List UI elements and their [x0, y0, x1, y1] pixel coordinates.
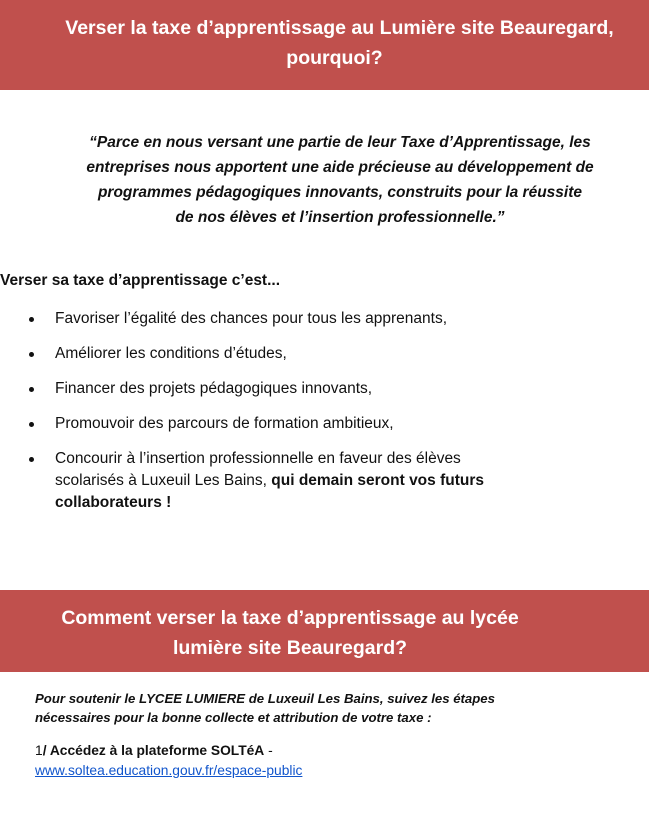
instructions-intro — [35, 689, 595, 727]
list-item-text: Financer des projets pédagogiques innovants, — [55, 380, 373, 397]
list-item — [0, 343, 600, 365]
intro-line-2: nécessaires pour la bonne collecte et attribution de votre taxe : — [35, 710, 432, 725]
bullet-icon — [29, 352, 34, 357]
step-label: / Accédez à la plateforme SOLTéA — [42, 743, 265, 758]
soltea-link[interactable]: www.soltea.education.gouv.fr/espace-public — [35, 763, 303, 778]
quote-line-1: “Parce en nous versant une partie de leur Taxe d’Apprentissage, les — [89, 134, 591, 151]
list-item-text: Améliorer les conditions d’études, — [55, 345, 287, 362]
bullet-icon — [29, 422, 34, 427]
testimonial-quote — [40, 130, 640, 230]
benefits-list — [0, 308, 600, 527]
section-banner — [0, 590, 649, 672]
bullet-icon — [29, 317, 34, 322]
list-item — [0, 448, 600, 514]
section-title-line-1: Comment verser la taxe d’apprentissage au lycée — [61, 607, 519, 629]
quote-line-3: programmes pédagogiques innovants, construits pour la réussite — [97, 184, 583, 201]
list-item-text: Promouvoir des parcours de formation ambitieux, — [55, 415, 394, 432]
list-item-text-bold: qui demain seront vos futurs collaborateurs ! — [55, 472, 484, 511]
list-item-text-normal: Concourir à l’insertion professionnelle en faveur des élèves scolarisés à Luxeuil Les Bains, — [55, 450, 461, 489]
list-item — [0, 378, 600, 400]
step-1 — [35, 741, 302, 781]
section-title-line-2: lumière site Beauregard? — [172, 637, 408, 659]
list-item — [0, 308, 600, 330]
bullet-icon — [29, 457, 34, 462]
list-item-text — [55, 448, 525, 514]
intro-line-1: Pour soutenir le LYCEE LUMIERE de Luxeuil Les Bains, suivez les étapes — [35, 691, 495, 706]
banner-title-line-1: Verser la taxe d’apprentissage au Lumière site Beauregard, — [65, 17, 614, 39]
step-separator: - — [264, 743, 273, 758]
list-item — [0, 413, 600, 435]
bullet-icon — [29, 387, 34, 392]
quote-line-4: de nos élèves et l’insertion professionnelle.” — [175, 209, 505, 226]
list-item-text: Favoriser l’égalité des chances pour tous les apprenants, — [55, 310, 448, 327]
header-banner — [0, 0, 649, 90]
quote-line-2: entreprises nous apportent une aide précieuse au développement de — [86, 159, 594, 176]
benefits-heading: Verser sa taxe d’apprentissage c’est... — [0, 272, 281, 289]
step-number: 1 — [35, 743, 43, 758]
banner-title-line-2: pourquoi? — [286, 47, 383, 69]
